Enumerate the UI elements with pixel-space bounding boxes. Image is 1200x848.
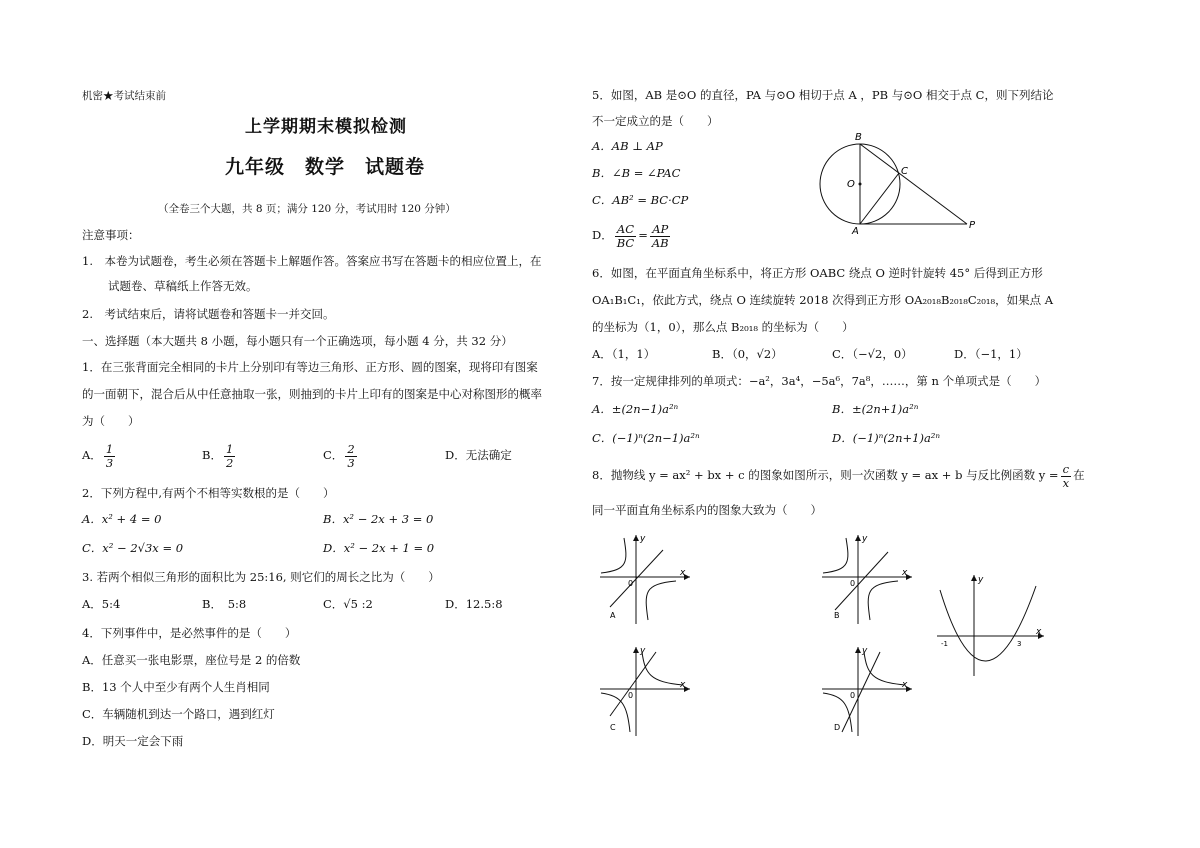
- q5-option-a[interactable]: A．AB ⊥ AP: [592, 139, 663, 153]
- q8-fraction: $\frac{c}{x}$: [1062, 461, 1070, 490]
- q5-option-b[interactable]: B．∠B = ∠PAC: [592, 166, 681, 180]
- q5-fig-label-p: P: [969, 220, 976, 231]
- q8-stem-line-2: 同一平面直角坐标系内的图象大致为（ ）: [592, 503, 822, 517]
- q3-option-c[interactable]: C．√5 :2: [323, 597, 373, 611]
- q5-stem-line-1: 5．如图，AB 是⊙O 的直径，PA 与⊙O 相切于点 A ，PB 与⊙O 相交于点 C，则下列结论: [592, 88, 1054, 102]
- q6-stem-line-2: OA₁B₁C₁，依此方式，绕点 O 连续旋转 2018 次得到正方形 OA₂₀₁₈B₂₀₁₈C₂₀₁₈，如果点 A: [592, 293, 1054, 307]
- exam-info: （全卷三个大题，共 8 页；满分 120 分，考试用时 120 分钟）: [158, 203, 456, 215]
- q8-graph-b[interactable]: [820, 532, 915, 627]
- q8-stem-line-1: 8．抛物线 y = ax² + bx + c 的图象如图所示，则一次函数 y = ax + b 与反比例函数 y = $\frac{c}{x}$ 在: [592, 461, 1085, 490]
- q5-fig-label-a: A: [852, 226, 859, 236]
- q4-option-d[interactable]: D．明天一定会下雨: [82, 734, 184, 748]
- q5-d-fraction-right: $\frac{AP}{AB}$: [651, 221, 669, 250]
- notice-item-1-line-2: 试题卷、草稿纸上作答无效。: [108, 279, 258, 293]
- q1-c-fraction: $\frac{2}{3}$: [347, 441, 355, 470]
- q3-stem: 3. 若两个相似三角形的面积比为 25:16, 则它们的周长之比为（ ）: [82, 570, 440, 584]
- q1-a-fraction: $\frac{1}{3}$: [105, 441, 114, 470]
- q7-stem: 7．按一定规律排列的单项式：−a²，3a⁴，−5a⁶，7a⁸，……，第 n 个单项式是（ ）: [592, 374, 1047, 388]
- q6-option-c[interactable]: C．（−√2，0）: [832, 347, 913, 361]
- parabola-3-label: 3: [1017, 640, 1022, 648]
- q8-graph-a[interactable]: [598, 532, 693, 627]
- q8-parabola-figure: [932, 572, 1052, 680]
- exam-title: 上学期期末模拟检测: [245, 117, 407, 137]
- q5-option-c[interactable]: C．AB² = BC·CP: [592, 193, 689, 207]
- q8-d-option-label: D: [834, 723, 841, 732]
- parabola-neg1-label: -1: [941, 640, 948, 648]
- q5-fig-label-c: C: [901, 166, 908, 177]
- q8-b-option-label: B: [834, 611, 840, 620]
- q6-option-b[interactable]: B．（0，√2）: [712, 347, 783, 361]
- q1-b-fraction: $\frac{1}{2}$: [225, 441, 234, 470]
- q3-option-a[interactable]: A．5:4: [82, 597, 121, 611]
- q4-option-c[interactable]: C．车辆随机到达一个路口，遇到红灯: [82, 707, 275, 721]
- section-1-heading: 一、选择题（本大题共 8 小题，每小题只有一个正确选项，每小题 4 分，共 32 分）: [82, 334, 513, 348]
- q1-option-d[interactable]: D．无法确定: [445, 448, 512, 462]
- q6-stem-line-3: 的坐标为（1，0），那么点 B₂₀₁₈ 的坐标为（ ）: [592, 320, 854, 334]
- q8-c-option-label: C: [610, 723, 616, 732]
- q8-graph-d[interactable]: [820, 644, 915, 739]
- q3-option-b[interactable]: B． 5:8: [202, 597, 247, 611]
- parabola-x-label: x: [1036, 627, 1042, 637]
- q5-fig-label-b: B: [855, 132, 862, 143]
- q5-fig-label-o: O: [847, 179, 855, 190]
- q6-option-d[interactable]: D．（−1，1）: [954, 347, 1028, 361]
- q2-option-a[interactable]: A．x² + 4 = 0: [82, 512, 162, 526]
- q4-option-b[interactable]: B．13 个人中至少有两个人生肖相同: [82, 680, 270, 694]
- exam-subtitle: 九年级 数学 试题卷: [225, 156, 426, 178]
- q1-option-a[interactable]: A． $\frac{1}{3}$: [82, 441, 114, 470]
- q5-option-d[interactable]: D． $\frac{AC}{BC}$ = $\frac{AP}{AB}$: [592, 221, 669, 250]
- q8-b-x-label: x: [902, 568, 908, 578]
- secret-label: 机密★考试结束前: [82, 90, 166, 102]
- parabola-y-label: y: [978, 575, 984, 585]
- q1-stem-line-3: 为（ ）: [82, 414, 140, 428]
- q5-stem-line-2: 不一定成立的是（ ）: [592, 114, 719, 128]
- q8-d-y-label: y: [862, 646, 868, 656]
- q8-a-option-label: A: [610, 611, 616, 620]
- q2-option-c[interactable]: C．x² − 2√3x = 0: [82, 541, 184, 555]
- notice-item-1-line-1: 1. 本卷为试题卷，考生必须在答题卡上解题作答。答案应书写在答题卡的相应位置上，在: [82, 254, 542, 268]
- notice-item-2: 2. 考试结束后，请将试题卷和答题卡一并交回。: [82, 307, 335, 321]
- q8-a-x-label: x: [680, 568, 686, 578]
- q8-b-y-label: y: [862, 534, 868, 544]
- q2-option-b[interactable]: B．x² − 2x + 3 = 0: [323, 512, 434, 526]
- q8-a-y-label: y: [640, 534, 646, 544]
- q5-d-fraction-left: $\frac{AC}{BC}$: [616, 221, 635, 250]
- q2-stem: 2．下列方程中,有两个不相等实数根的是（ ）: [82, 486, 335, 500]
- q7-option-b[interactable]: B．±(2n+1)a²ⁿ: [832, 402, 919, 416]
- q8-d-x-label: x: [902, 680, 908, 690]
- q8-b-origin: 0: [850, 579, 856, 588]
- q8-a-origin: 0: [628, 579, 634, 588]
- q7-option-a[interactable]: A．±(2n−1)a²ⁿ: [592, 402, 679, 416]
- q7-option-c[interactable]: C．(−1)ⁿ(2n−1)a²ⁿ: [592, 431, 700, 445]
- notice-heading: 注意事项：: [82, 228, 140, 242]
- q8-d-origin: 0: [850, 691, 856, 700]
- q5-circle-figure: [817, 128, 987, 236]
- q2-option-d[interactable]: D．x² − 2x + 1 = 0: [323, 541, 435, 555]
- q6-stem-line-1: 6．如图，在平面直角坐标系中，将正方形 OABC 绕点 O 逆时针旋转 45° 后得到正方形: [592, 266, 1043, 280]
- q8-c-x-label: x: [680, 680, 686, 690]
- q1-option-c[interactable]: C． $\frac{2}{3}$: [323, 441, 355, 470]
- q3-option-d[interactable]: D．12.5:8: [445, 597, 503, 611]
- q1-option-b[interactable]: B． $\frac{1}{2}$: [202, 441, 234, 470]
- q4-option-a[interactable]: A．任意买一张电影票，座位号是 2 的倍数: [82, 653, 301, 667]
- q1-stem-line-1: 1．在三张背面完全相同的卡片上分别印有等边三角形、正方形、圆的图案，现将印有图案: [82, 360, 538, 374]
- q1-stem-line-2: 的一面朝下，混合后从中任意抽取一张，则抽到的卡片上印有的图案是中心对称图形的概率: [82, 387, 542, 401]
- q8-graph-c[interactable]: [598, 644, 693, 739]
- q6-option-a[interactable]: A．（1，1）: [592, 347, 656, 361]
- q4-stem: 4．下列事件中，是必然事件的是（ ）: [82, 626, 297, 640]
- q8-c-y-label: y: [640, 646, 646, 656]
- q8-c-origin: 0: [628, 691, 634, 700]
- q7-option-d[interactable]: D．(−1)ⁿ(2n+1)a²ⁿ: [832, 431, 941, 445]
